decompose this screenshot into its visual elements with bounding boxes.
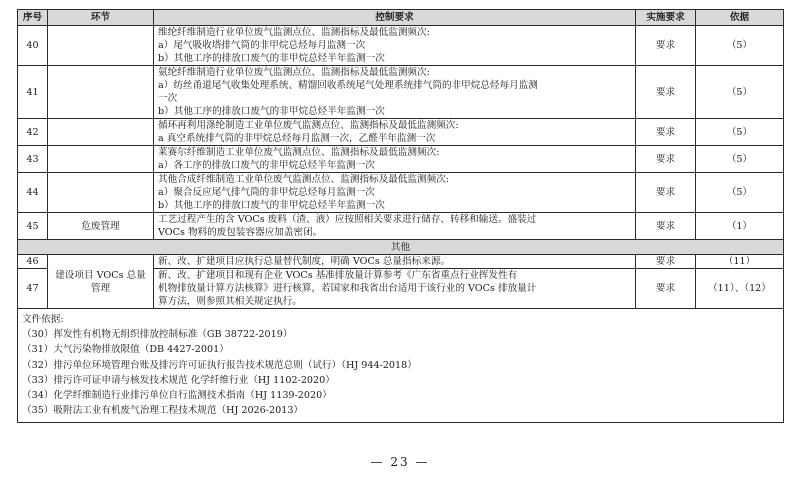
references-row [18, 309, 784, 423]
control-requirement-cell [154, 26, 636, 66]
basis-cell: （5） [696, 173, 784, 213]
header-control: 控制要求 [154, 10, 636, 26]
requirement-line: 新、改、扩建项目应执行总量替代制度，明确 VOCs 总量指标来源。 [158, 256, 451, 267]
impl-cell: 要求 [636, 269, 696, 309]
row-number: 46 [18, 255, 48, 269]
requirement-line: 其他合成纤维制造工业单位废气监测点位、监测指标及最低监测频次: [158, 174, 450, 185]
table-row [18, 255, 784, 269]
stage-cell [48, 26, 154, 66]
table-row [18, 173, 784, 213]
section-row [18, 240, 784, 255]
impl-cell: 要求 [636, 146, 696, 173]
requirement-line: b）其他工序的排放口废气的非甲烷总烃半年监测一次 [158, 106, 385, 117]
basis-cell: （5） [696, 146, 784, 173]
impl-cell: 要求 [636, 66, 696, 119]
row-number: 43 [18, 146, 48, 173]
reference-item: （30）挥发性有机物无组织排放控制标准（GB 38722-2019） [22, 329, 293, 341]
requirement-line: 循环再利用涤纶制造工业单位废气监测点位、监测指标及最低监测频次: [158, 120, 459, 131]
basis-cell: （1） [696, 213, 784, 240]
requirement-line: a）纺丝甬道尾气收集处理系统、精馏回收系统尾气处理系统排气筒的非甲烷总烃每月监测 [158, 80, 538, 91]
row-number: 47 [18, 269, 48, 309]
header-basis: 依据 [696, 10, 784, 26]
header-stage: 环节 [48, 10, 154, 26]
basis-cell: （11） [696, 255, 784, 269]
impl-cell: 要求 [636, 255, 696, 269]
requirement-line: 维纶纤维制造行业单位废气监测点位、监测指标及最低监测频次: [158, 27, 430, 38]
reference-item: （32）排污单位环境管理台账及排污许可证执行报告技术规范总则（试行）（HJ 944-2018） [22, 359, 417, 371]
control-requirement-cell [154, 173, 636, 213]
row-number: 45 [18, 213, 48, 240]
control-requirement-cell [154, 255, 636, 269]
reference-item: （31）大气污染物排放限值（DB 4427-2001） [22, 344, 229, 356]
impl-cell: 要求 [636, 213, 696, 240]
basis-cell: （5） [696, 26, 784, 66]
row-number: 44 [18, 173, 48, 213]
references-cell [18, 309, 784, 423]
requirement-line: 算方法，则参照其相关规定执行。 [158, 296, 302, 307]
stage-cell [48, 119, 154, 146]
stage-cell [48, 146, 154, 173]
requirements-table [17, 9, 784, 423]
table-row [18, 26, 784, 66]
requirement-line: b）其他工序的排放口废气的非甲烷总烃半年监测一次 [158, 200, 385, 211]
requirement-line: 机物排放量计算方法核算》进行核算，若国家和我省出台适用于该行业的 VOCs 排放量计 [158, 283, 537, 294]
basis-cell: （5） [696, 119, 784, 146]
row-number: 42 [18, 119, 48, 146]
requirement-line: 氨纶纤维制造行业单位废气监测点位、监测指标及最低监测频次: [158, 67, 430, 78]
references-title: 文件依据: [22, 314, 64, 325]
table-header-row [18, 10, 784, 26]
page-number: — 23 — [370, 455, 430, 469]
section-title: 其他 [18, 240, 784, 255]
requirement-line: VOCs 物料的废包装容器应加盖密闭。 [158, 227, 323, 238]
table-row [18, 146, 784, 173]
requirement-line: 莱赛尔纤维制造工业单位废气监测点位、监测指标及最低监测频次: [158, 147, 440, 158]
control-requirement-cell [154, 269, 636, 309]
header-impl: 实施要求 [636, 10, 696, 26]
stage-cell [48, 66, 154, 119]
basis-cell: （5） [696, 66, 784, 119]
table-row [18, 213, 784, 240]
table-row [18, 119, 784, 146]
requirement-line: 工艺过程产生的含 VOCs 废料（渣、液）应按照相关要求进行储存、转移和输送。盛装过 [158, 214, 537, 225]
requirement-line: 新、改、扩建项目和现有企业 VOCs 基准排放量计算参考《广东省重点行业挥发性有 [158, 270, 518, 281]
header-no: 序号 [18, 10, 48, 26]
control-requirement-cell [154, 119, 636, 146]
basis-cell: （11）、（12） [696, 269, 784, 309]
requirement-line: 一次 [158, 93, 178, 104]
stage-cell: 建设项目 VOCs 总量管理 [48, 255, 154, 309]
reference-item: （33）排污许可证申请与核发技术规范 化学纤维行业（HJ 1102-2020） [22, 374, 335, 386]
control-requirement-cell [154, 213, 636, 240]
reference-item: （34）化学纤维制造行业排污单位自行监测技术指南（HJ 1139-2020） [22, 390, 332, 402]
requirement-line: b）其他工序的排放口废气的非甲烷总烃半年监测一次 [158, 53, 385, 64]
impl-cell: 要求 [636, 119, 696, 146]
requirement-line: a）尾气吸收塔排气筒的非甲烷总烃每月监测一次 [158, 40, 366, 51]
row-number: 41 [18, 66, 48, 119]
impl-cell: 要求 [636, 173, 696, 213]
control-requirement-cell [154, 146, 636, 173]
stage-cell [48, 173, 154, 213]
reference-item: （35）吸附法工业有机废气治理工程技术规范（HJ 2026-2013） [22, 405, 304, 417]
control-requirement-cell [154, 66, 636, 119]
impl-cell: 要求 [636, 26, 696, 66]
stage-cell: 危废管理 [48, 213, 154, 240]
requirement-line: a）聚合反应尾气排气筒的非甲烷总烃每月监测一次 [158, 187, 375, 198]
table-row [18, 66, 784, 119]
row-number: 40 [18, 26, 48, 66]
requirement-line: a）各工序的排放口废气的非甲烷总烃半年监测一次 [158, 160, 375, 171]
requirement-line: a 真空系统排气筒的非甲烷总烃每月监测一次，乙醛半年监测一次 [158, 133, 436, 144]
